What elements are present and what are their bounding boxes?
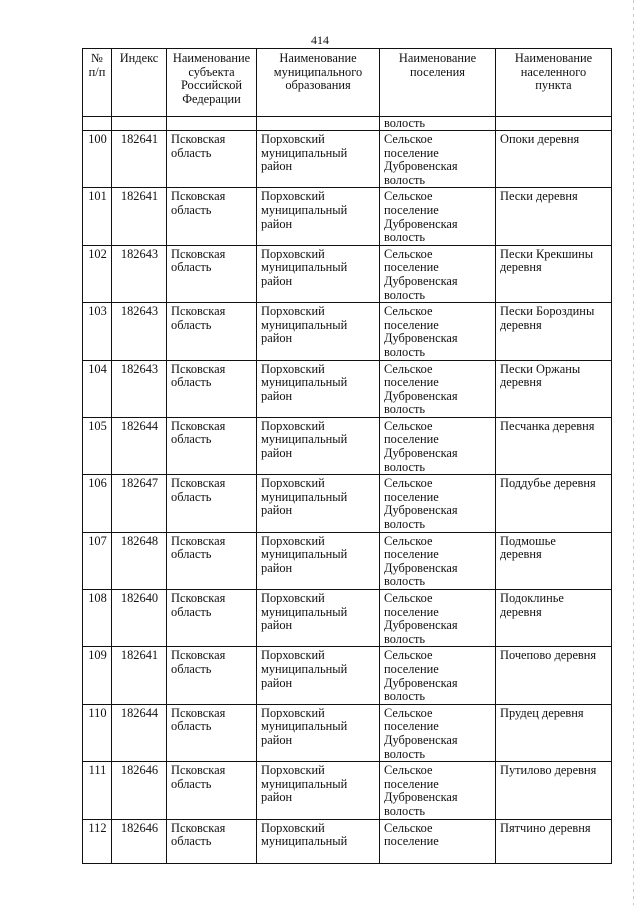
cell-index: 182648 bbox=[112, 532, 167, 589]
cell-locality: Песчанка деревня bbox=[496, 417, 612, 474]
cell-locality: Путилово деревня bbox=[496, 762, 612, 819]
table-row bbox=[83, 303, 612, 360]
continuation-row bbox=[83, 117, 612, 131]
cell-region: Псковская область bbox=[167, 303, 257, 360]
cell-settlement: Сельское поселение Дубровенская волость bbox=[380, 475, 496, 532]
cell-region: Псковская область bbox=[167, 188, 257, 245]
cell-settlement: Сельское поселение Дубровенская волость bbox=[380, 417, 496, 474]
cell-index: 182644 bbox=[112, 704, 167, 761]
cell-settlement: Сельское поселение Дубровенская волость bbox=[380, 762, 496, 819]
table-row bbox=[83, 647, 612, 704]
cell-region: Псковская область bbox=[167, 475, 257, 532]
cell-index bbox=[112, 117, 167, 131]
cell-number: 101 bbox=[83, 188, 112, 245]
cell-region: Псковская область bbox=[167, 131, 257, 188]
cell-number: 112 bbox=[83, 819, 112, 863]
cell-number: 100 bbox=[83, 131, 112, 188]
cell-municipality: Порховский муниципальный район bbox=[257, 245, 380, 302]
cell-locality: Пески Бороздины деревня bbox=[496, 303, 612, 360]
header-locality: Наименование населенного пункта bbox=[496, 49, 612, 117]
cell-index: 182643 bbox=[112, 360, 167, 417]
cell-index: 182646 bbox=[112, 819, 167, 863]
cell-settlement: волость bbox=[380, 117, 496, 131]
cell-municipality: Порховский муниципальный район bbox=[257, 303, 380, 360]
table-row bbox=[83, 475, 612, 532]
table-row bbox=[83, 819, 612, 863]
cell-municipality: Порховский муниципальный район bbox=[257, 475, 380, 532]
cell-index: 182640 bbox=[112, 590, 167, 647]
cell-settlement: Сельское поселение Дубровенская волость bbox=[380, 704, 496, 761]
cell-locality: Почепово деревня bbox=[496, 647, 612, 704]
scan-edge-artifact bbox=[633, 0, 634, 905]
header-index: Индекс bbox=[112, 49, 167, 117]
cell-municipality: Порховский муниципальный bbox=[257, 819, 380, 863]
cell-locality: Пески Крекшины деревня bbox=[496, 245, 612, 302]
cell-municipality bbox=[257, 117, 380, 131]
cell-municipality: Порховский муниципальный район bbox=[257, 188, 380, 245]
cell-index: 182643 bbox=[112, 303, 167, 360]
cell-number: 104 bbox=[83, 360, 112, 417]
table-row bbox=[83, 245, 612, 302]
cell-locality: Подоклинье деревня bbox=[496, 590, 612, 647]
table-row bbox=[83, 360, 612, 417]
cell-number: 108 bbox=[83, 590, 112, 647]
cell-settlement: Сельское поселение bbox=[380, 819, 496, 863]
table-row bbox=[83, 532, 612, 589]
cell-locality bbox=[496, 117, 612, 131]
settlements-table bbox=[82, 48, 612, 864]
cell-number: 107 bbox=[83, 532, 112, 589]
table-row bbox=[83, 762, 612, 819]
cell-settlement: Сельское поселение Дубровенская волость bbox=[380, 303, 496, 360]
cell-index: 182646 bbox=[112, 762, 167, 819]
cell-number bbox=[83, 117, 112, 131]
cell-index: 182641 bbox=[112, 647, 167, 704]
cell-index: 182644 bbox=[112, 417, 167, 474]
cell-municipality: Порховский муниципальный район bbox=[257, 360, 380, 417]
cell-region: Псковская область bbox=[167, 647, 257, 704]
cell-settlement: Сельское поселение Дубровенская волость bbox=[380, 245, 496, 302]
cell-municipality: Порховский муниципальный район bbox=[257, 647, 380, 704]
cell-number: 102 bbox=[83, 245, 112, 302]
cell-number: 106 bbox=[83, 475, 112, 532]
cell-region: Псковская область bbox=[167, 532, 257, 589]
cell-number: 110 bbox=[83, 704, 112, 761]
cell-settlement: Сельское поселение Дубровенская волость bbox=[380, 532, 496, 589]
cell-municipality: Порховский муниципальный район bbox=[257, 590, 380, 647]
table-row bbox=[83, 704, 612, 761]
cell-locality: Подмошье деревня bbox=[496, 532, 612, 589]
table-row bbox=[83, 590, 612, 647]
cell-municipality: Порховский муниципальный район bbox=[257, 762, 380, 819]
cell-settlement: Сельское поселение Дубровенская волость bbox=[380, 188, 496, 245]
cell-locality: Поддубье деревня bbox=[496, 475, 612, 532]
cell-municipality: Порховский муниципальный район bbox=[257, 131, 380, 188]
cell-municipality: Порховский муниципальный район bbox=[257, 532, 380, 589]
cell-region: Псковская область bbox=[167, 704, 257, 761]
header-municipality: Наименование муниципального образования bbox=[257, 49, 380, 117]
cell-index: 182641 bbox=[112, 131, 167, 188]
cell-number: 109 bbox=[83, 647, 112, 704]
table-row bbox=[83, 188, 612, 245]
cell-settlement: Сельское поселение Дубровенская волость bbox=[380, 647, 496, 704]
table-header-row bbox=[83, 49, 612, 117]
cell-number: 103 bbox=[83, 303, 112, 360]
cell-region: Псковская область bbox=[167, 245, 257, 302]
cell-locality: Прудец деревня bbox=[496, 704, 612, 761]
cell-region bbox=[167, 117, 257, 131]
cell-settlement: Сельское поселение Дубровенская волость bbox=[380, 590, 496, 647]
cell-settlement: Сельское поселение Дубровенская волость bbox=[380, 360, 496, 417]
header-number: № п/п bbox=[83, 49, 112, 117]
cell-index: 182641 bbox=[112, 188, 167, 245]
page-number: 414 bbox=[311, 33, 329, 47]
cell-index: 182643 bbox=[112, 245, 167, 302]
table-row bbox=[83, 417, 612, 474]
header-region: Наименование субъекта Российской Федерации bbox=[167, 49, 257, 117]
cell-locality: Пятчино деревня bbox=[496, 819, 612, 863]
table-row bbox=[83, 131, 612, 188]
cell-region: Псковская область bbox=[167, 819, 257, 863]
cell-locality: Пески Оржаны деревня bbox=[496, 360, 612, 417]
cell-locality: Пески деревня bbox=[496, 188, 612, 245]
cell-region: Псковская область bbox=[167, 590, 257, 647]
cell-municipality: Порховский муниципальный район bbox=[257, 704, 380, 761]
cell-locality: Опоки деревня bbox=[496, 131, 612, 188]
cell-region: Псковская область bbox=[167, 360, 257, 417]
cell-settlement: Сельское поселение Дубровенская волость bbox=[380, 131, 496, 188]
cell-region: Псковская область bbox=[167, 417, 257, 474]
header-settlement: Наименование поселения bbox=[380, 49, 496, 117]
cell-municipality: Порховский муниципальный район bbox=[257, 417, 380, 474]
cell-number: 105 bbox=[83, 417, 112, 474]
cell-number: 111 bbox=[83, 762, 112, 819]
cell-region: Псковская область bbox=[167, 762, 257, 819]
cell-index: 182647 bbox=[112, 475, 167, 532]
